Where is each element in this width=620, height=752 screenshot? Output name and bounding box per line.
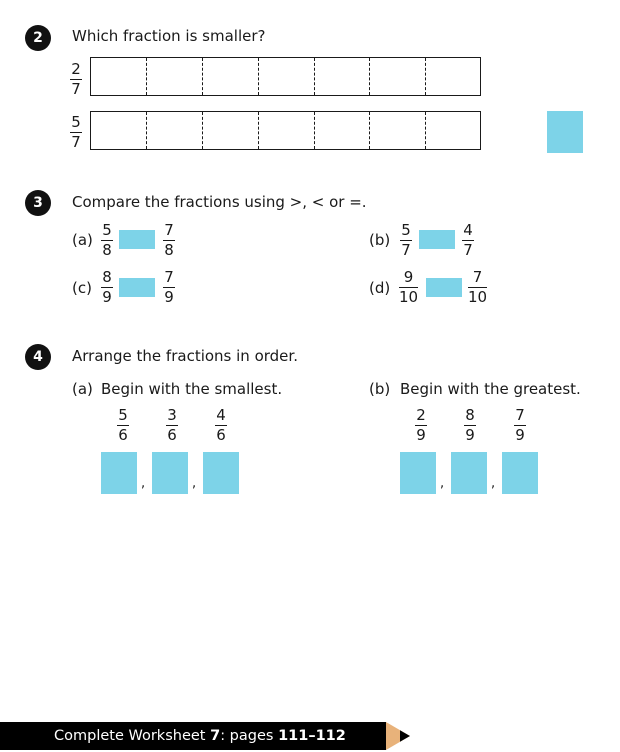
question-number-4 bbox=[25, 344, 51, 370]
strip-divider bbox=[202, 112, 203, 149]
order-box-4b-3[interactable] bbox=[502, 452, 538, 494]
numerator: 9 bbox=[403, 268, 414, 286]
part-label-b: (b) bbox=[369, 231, 391, 249]
separator: , bbox=[192, 476, 197, 491]
numerator: 5 bbox=[71, 113, 81, 131]
strip-divider bbox=[146, 58, 147, 95]
denominator: 9 bbox=[416, 426, 426, 445]
numerator: 3 bbox=[167, 406, 177, 424]
fraction-right-a bbox=[163, 222, 175, 259]
numerator: 4 bbox=[216, 406, 226, 424]
answer-box-q2[interactable] bbox=[547, 111, 583, 153]
strip-divider bbox=[258, 58, 259, 95]
compare-box-c[interactable] bbox=[119, 278, 155, 297]
denominator: 7 bbox=[71, 80, 81, 99]
question-2-text: Which fraction is smaller? bbox=[72, 27, 266, 45]
numerator: 7 bbox=[472, 268, 483, 286]
question-number-label: 2 bbox=[33, 30, 43, 46]
denominator: 10 bbox=[468, 288, 488, 307]
denominator: 7 bbox=[463, 241, 473, 260]
denominator: 10 bbox=[399, 288, 419, 307]
pencil-tip-icon bbox=[386, 722, 410, 750]
strip-divider bbox=[314, 58, 315, 95]
numerator: 7 bbox=[164, 268, 174, 286]
instruction-4b: Begin with the greatest. bbox=[400, 380, 581, 398]
denominator: 9 bbox=[465, 426, 475, 445]
numerator: 7 bbox=[164, 221, 174, 239]
denominator: 9 bbox=[102, 288, 112, 307]
fraction-left-d bbox=[399, 269, 418, 306]
numerator: 4 bbox=[463, 221, 473, 239]
numerator: 2 bbox=[416, 406, 426, 424]
fraction-strip-1 bbox=[90, 57, 481, 96]
part-label-c: (c) bbox=[72, 279, 92, 297]
part-label-4b: (b) bbox=[369, 380, 391, 398]
part-label-d: (d) bbox=[369, 279, 391, 297]
strip-divider bbox=[202, 58, 203, 95]
compare-box-a[interactable] bbox=[119, 230, 155, 249]
denominator: 7 bbox=[71, 133, 81, 152]
strip-divider bbox=[258, 112, 259, 149]
fraction-right-b bbox=[462, 222, 474, 259]
numerator: 8 bbox=[102, 268, 112, 286]
numerator: 8 bbox=[465, 406, 475, 424]
question-number-label: 4 bbox=[33, 349, 43, 365]
fraction-left-a bbox=[101, 222, 113, 259]
footer-text bbox=[54, 728, 346, 744]
strip-1-fraction bbox=[70, 61, 82, 98]
instruction-4a: Begin with the smallest. bbox=[101, 380, 283, 398]
fraction-left-b bbox=[400, 222, 412, 259]
footer-middle: : pages bbox=[220, 728, 279, 744]
footer-pages: 111–112 bbox=[278, 728, 346, 744]
fraction-right-d bbox=[468, 269, 487, 306]
question-number-label: 3 bbox=[33, 195, 43, 211]
strip-divider bbox=[369, 58, 370, 95]
question-3-text: Compare the fractions using >, < or =. bbox=[72, 193, 367, 211]
separator: , bbox=[141, 476, 146, 491]
denominator: 8 bbox=[164, 241, 174, 260]
denominator: 6 bbox=[118, 426, 128, 445]
compare-box-d[interactable] bbox=[426, 278, 462, 297]
question-4-text: Arrange the fractions in order. bbox=[72, 347, 298, 365]
question-number-3 bbox=[25, 190, 51, 216]
order-box-4a-3[interactable] bbox=[203, 452, 239, 494]
denominator: 6 bbox=[216, 426, 226, 445]
fraction-strip-2 bbox=[90, 111, 481, 150]
order-fraction-4b-2 bbox=[464, 407, 476, 444]
footer-worksheet-number: 7 bbox=[210, 728, 221, 744]
denominator: 9 bbox=[515, 426, 525, 445]
numerator: 5 bbox=[401, 221, 411, 239]
strip-divider bbox=[425, 112, 426, 149]
numerator: 5 bbox=[118, 406, 128, 424]
fraction-left-c bbox=[101, 269, 113, 306]
numerator: 5 bbox=[102, 221, 112, 239]
order-fraction-4b-1 bbox=[415, 407, 427, 444]
order-fraction-4a-1 bbox=[117, 407, 129, 444]
question-number-2 bbox=[25, 25, 51, 51]
strip-divider bbox=[146, 112, 147, 149]
footer-prefix: Complete Worksheet bbox=[54, 728, 211, 744]
separator: , bbox=[440, 476, 445, 491]
denominator: 6 bbox=[167, 426, 177, 445]
order-fraction-4a-3 bbox=[215, 407, 227, 444]
worksheet-footer-banner bbox=[0, 722, 386, 750]
strip-2-fraction bbox=[70, 114, 82, 151]
strip-divider bbox=[369, 112, 370, 149]
order-fraction-4b-3 bbox=[514, 407, 526, 444]
numerator: 7 bbox=[515, 406, 525, 424]
compare-box-b[interactable] bbox=[419, 230, 455, 249]
fraction-right-c bbox=[163, 269, 175, 306]
denominator: 8 bbox=[102, 241, 112, 260]
order-fraction-4a-2 bbox=[166, 407, 178, 444]
order-box-4b-2[interactable] bbox=[451, 452, 487, 494]
part-label-a: (a) bbox=[72, 231, 93, 249]
denominator: 9 bbox=[164, 288, 174, 307]
strip-divider bbox=[314, 112, 315, 149]
strip-divider bbox=[425, 58, 426, 95]
denominator: 7 bbox=[401, 241, 411, 260]
order-box-4a-2[interactable] bbox=[152, 452, 188, 494]
order-box-4a-1[interactable] bbox=[101, 452, 137, 494]
part-label-4a: (a) bbox=[72, 380, 93, 398]
order-box-4b-1[interactable] bbox=[400, 452, 436, 494]
numerator: 2 bbox=[71, 60, 81, 78]
separator: , bbox=[491, 476, 496, 491]
